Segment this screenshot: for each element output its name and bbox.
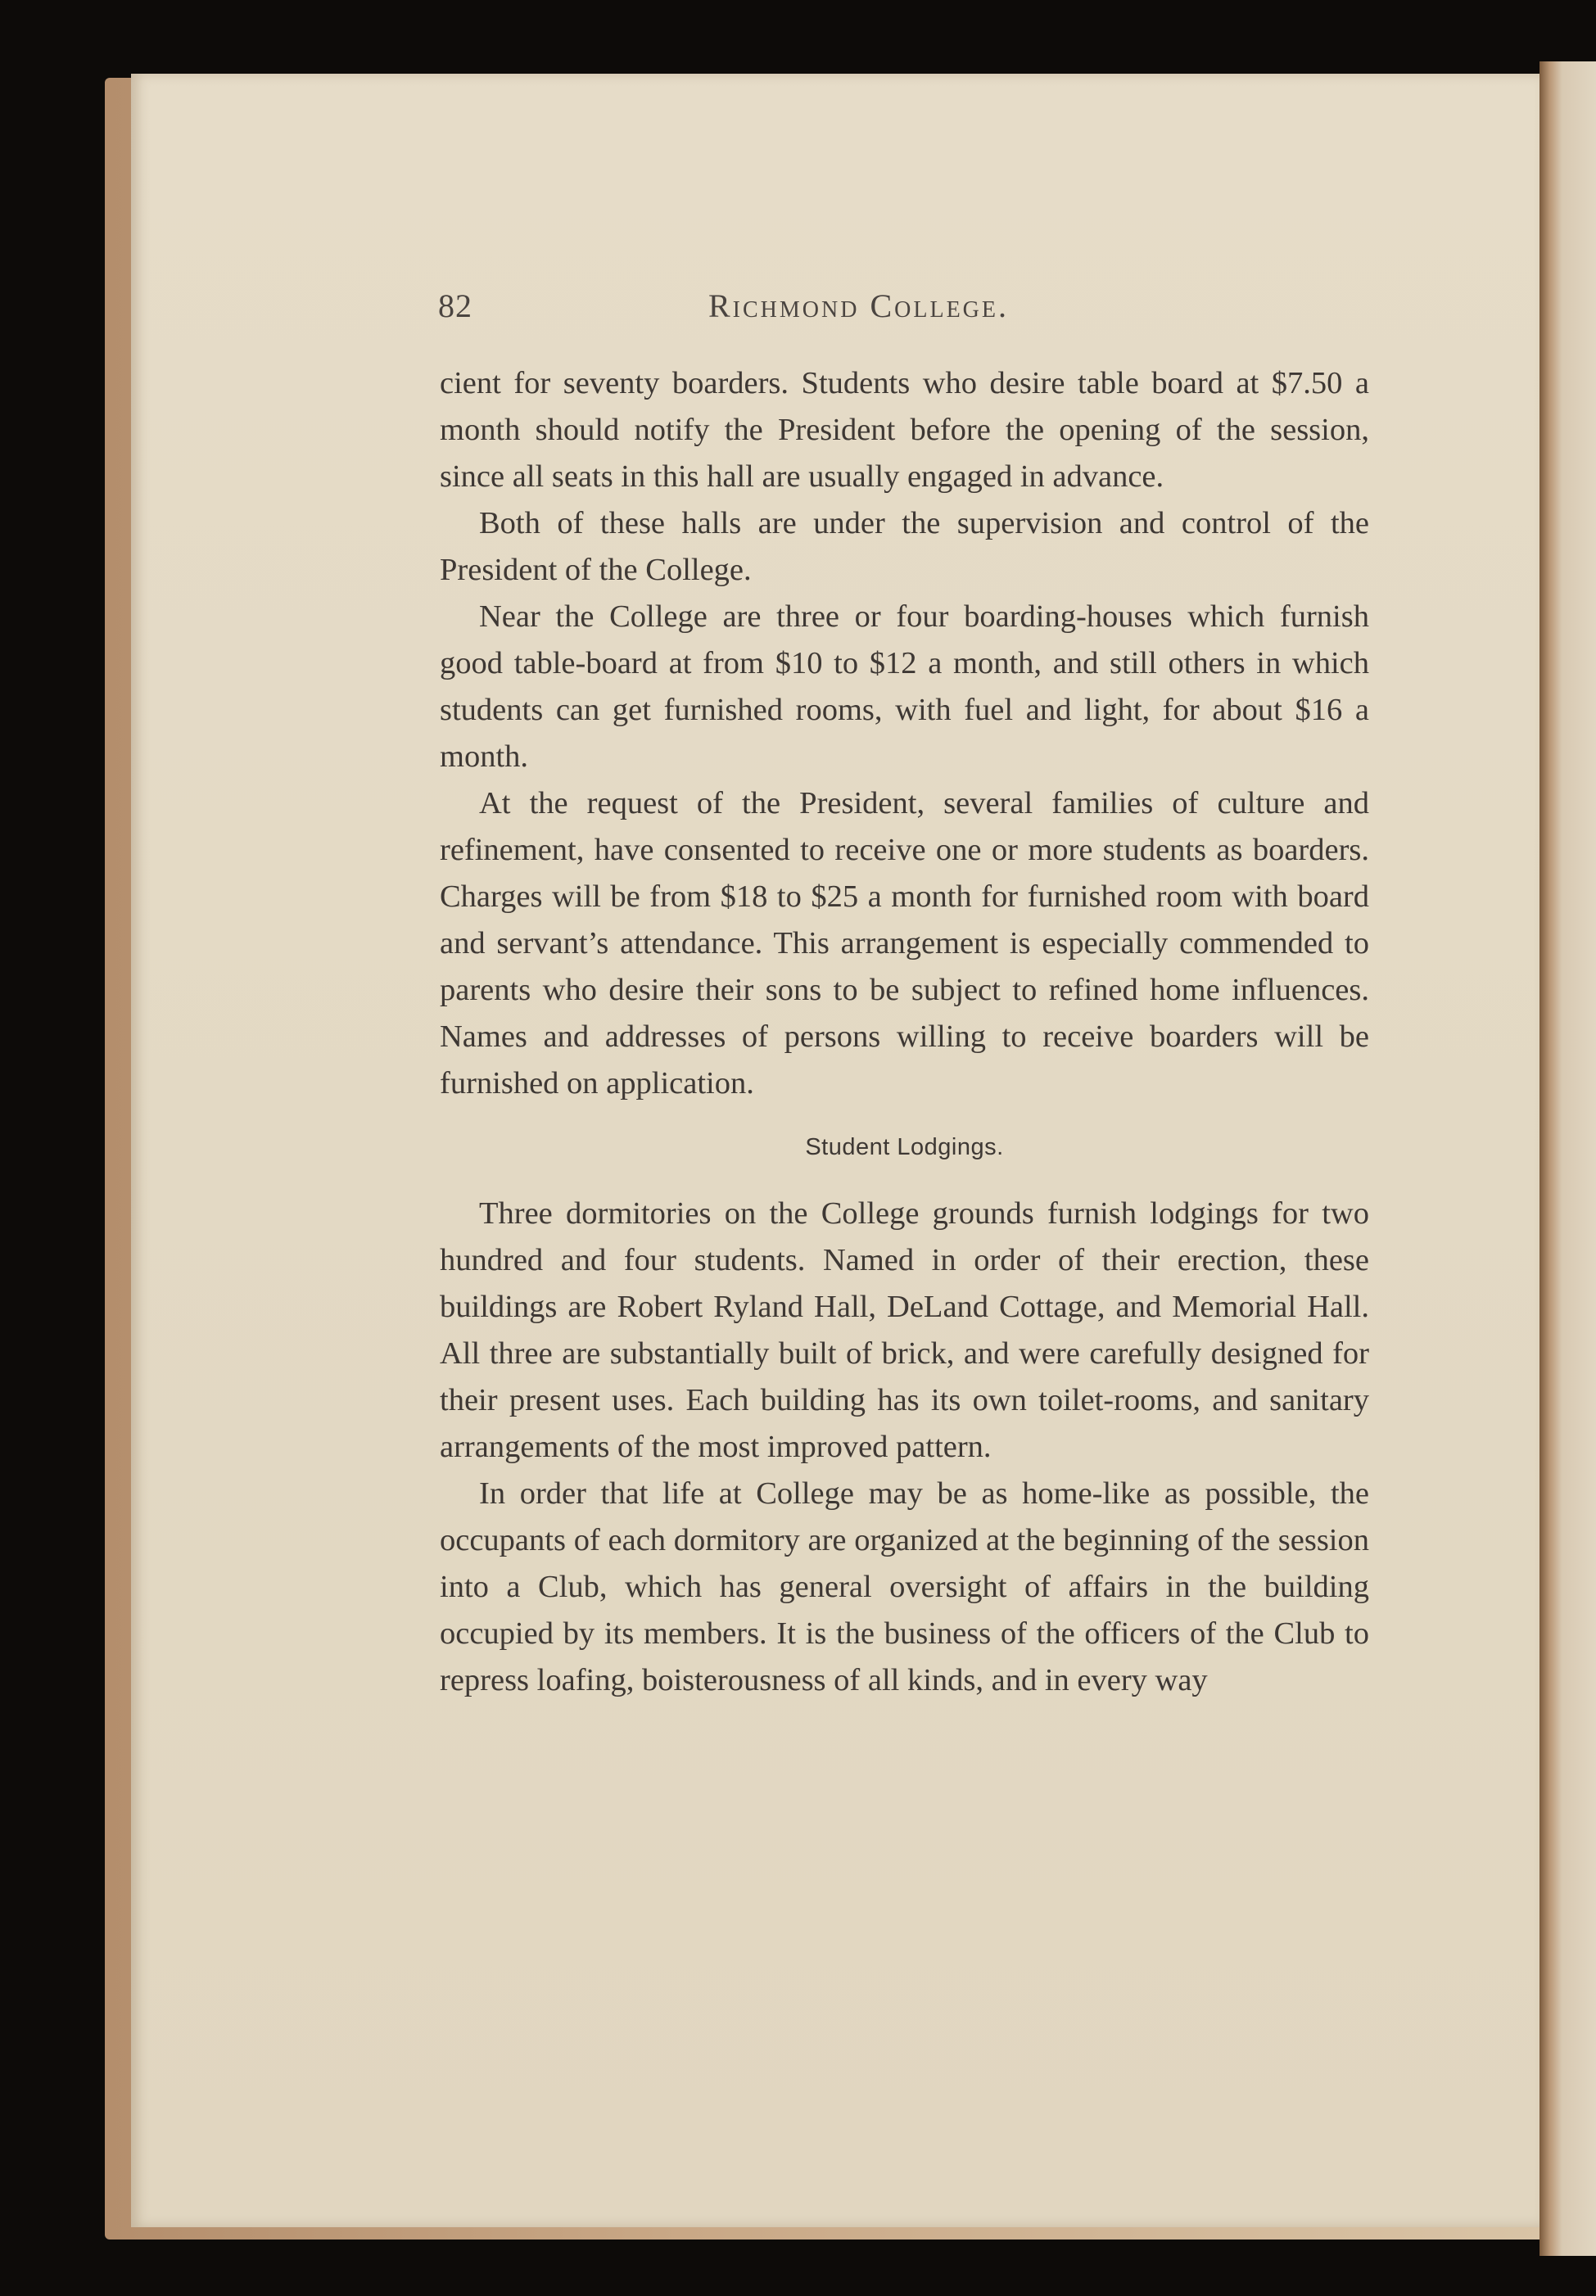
paragraph: Near the College are three or four boarding-houses which furnish good table-board at from $10 to $12 a month, and still others in which students can get furnished rooms, with fuel and light, for about $16 a month. [440, 599, 1369, 774]
running-title: Richmond College. [708, 287, 1009, 324]
paragraph: Three dormitories on the College grounds furnish lodgings for two hundred and four students. Named in order of their erection, these buildings are Robert Ryland Hall, DeLand Cottage, and Memorial Hall. All three are substantially built of brick, and were carefully designed for their present uses. Each building has its own toilet-rooms, and sanitary arrangements of the most improved pattern. [440, 1196, 1369, 1464]
facing-page-edge [1539, 61, 1596, 2256]
paragraph: Both of these halls are under the supervision and control of the President of the College. [440, 506, 1369, 587]
paragraph: In order that life at College may be as home-like as possible, the occupants of each dormitory are organized at the beginning of the session into a Club, which has general oversight of affairs in the building occupied by its members. It is the business of the officers of the Club to repress loafing, boisterousness of all kinds, and in every way [440, 1476, 1369, 1697]
section-heading: Student Lodgings. [805, 1134, 1004, 1160]
page-header [438, 287, 1372, 336]
body-text [440, 360, 1369, 1704]
paragraph: At the request of the President, several families of culture and refinement, have consented to receive one or more students as boarders. Charges will be from $18 to $25 a month for furnished room with board and servant’s attendance. This arrangement is especially commended to parents who desire their sons to be subject to refined home influences. Names and addresses of persons willing to receive boarders will be furnished on application. [440, 786, 1369, 1101]
paragraph: cient for seventy boarders. Students who desire table board at $7.50 a month should notify the President before the opening of the session, since all seats in this hall are usually engaged in advance. [440, 366, 1369, 494]
page-number: 82 [438, 287, 472, 324]
